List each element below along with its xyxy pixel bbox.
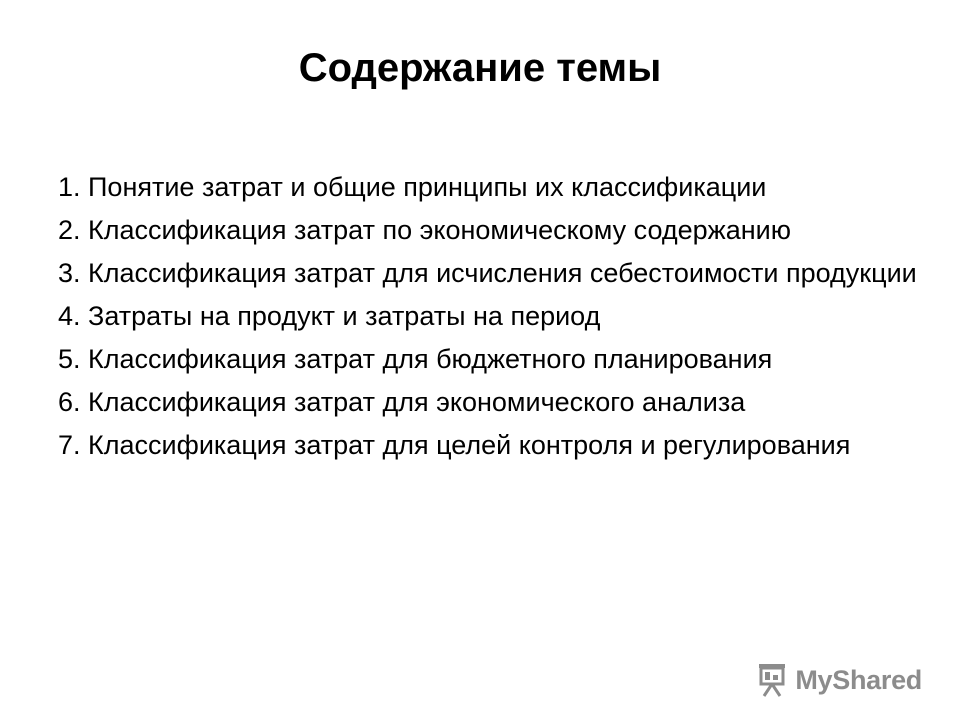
presentation-board-icon (755, 662, 789, 698)
slide-title: Содержание темы (298, 46, 662, 90)
toc-item-5: 5. Классификация затрат для бюджетного планирования (58, 344, 773, 374)
table-of-contents (58, 172, 918, 473)
toc-item-6: 6. Классификация затрат для экономического анализа (58, 387, 746, 417)
toc-item-4: 4. Затраты на продукт и затраты на период (58, 301, 601, 331)
toc-item-3: 3. Классификация затрат для исчисления себестоимости продукции (58, 258, 917, 288)
toc-item-2: 2. Классификация затрат по экономическому содержанию (58, 215, 791, 245)
toc-item-7: 7. Классификация затрат для целей контроля и регулирования (58, 430, 851, 460)
watermark-logo (755, 662, 922, 698)
watermark-text: MyShared (795, 664, 922, 695)
toc-item-1: 1. Понятие затрат и общие принципы их классификации (58, 172, 767, 202)
